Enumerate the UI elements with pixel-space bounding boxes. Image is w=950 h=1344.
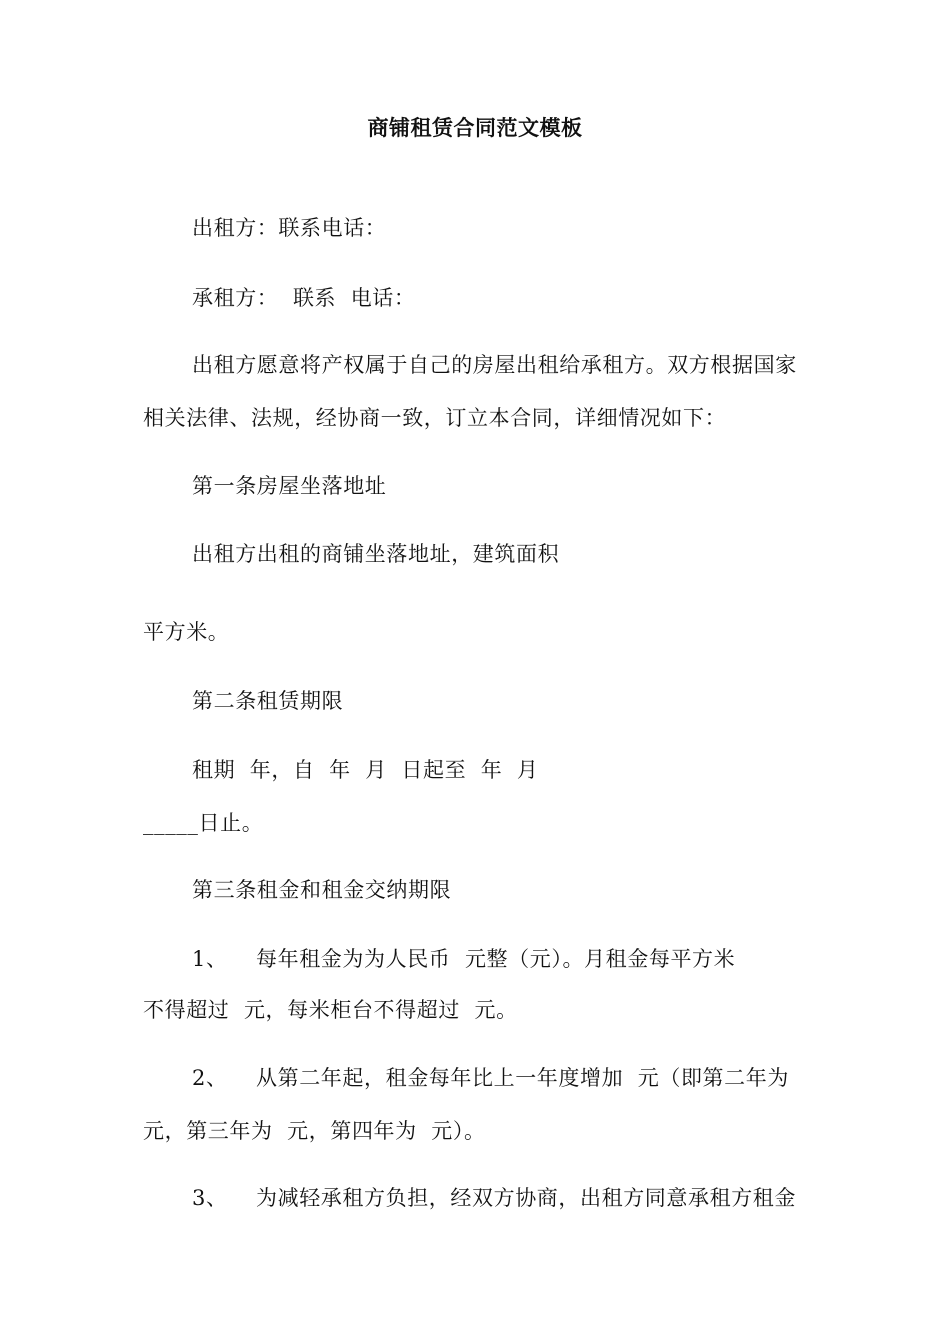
rent-item-2-line-1: [192, 1068, 789, 1089]
article-2-heading: 第二条租赁期限: [192, 689, 344, 713]
article-1-body-line-1: 出租方出租的商铺坐落地址，建筑面积: [192, 542, 560, 566]
rent-item-2-text: 从第二年起，租金每年比上一年度增加 元（即第二年为: [256, 1066, 789, 1090]
rent-item-2-line-2: 元，第三年为 元，第四年为 元）。: [143, 1119, 486, 1143]
intro-paragraph-line-1: 出租方愿意将产权属于自己的房屋出租给承租方。双方根据国家: [192, 353, 797, 377]
rent-item-1-number: 1、: [192, 947, 228, 971]
rent-item-2-number: 2、: [192, 1066, 228, 1090]
rent-item-3-line-1: [192, 1188, 796, 1209]
rent-item-1-line-2: 不得超过 元，每米柜台不得超过 元。: [143, 998, 518, 1022]
article-3-heading: 第三条租金和租金交纳期限: [192, 878, 452, 902]
article-2-body-line-2: _____日止。: [143, 811, 264, 835]
rent-item-3-number: 3、: [192, 1186, 228, 1210]
lessor-line: 出租方：联系电话：: [192, 216, 387, 240]
document-title: 商铺租赁合同范文模板: [367, 116, 583, 140]
rent-item-1-line-1: [192, 949, 735, 970]
article-1-heading: 第一条房屋坐落地址: [192, 474, 387, 498]
intro-paragraph-line-2: 相关法律、法规，经协商一致，订立本合同，详细情况如下：: [143, 406, 727, 430]
lessee-line: 承租方： 联系 电话：: [192, 286, 416, 310]
article-2-body-line-1: 租期 年，自 年 月 日起至 年 月: [192, 758, 539, 782]
article-1-body-line-2: 平方米。: [143, 620, 230, 644]
rent-item-1-text: 每年租金为为人民币 元整（元）。月租金每平方米: [256, 947, 736, 971]
rent-item-3-text: 为减轻承租方负担，经双方协商，出租方同意承租方租金: [256, 1186, 796, 1210]
